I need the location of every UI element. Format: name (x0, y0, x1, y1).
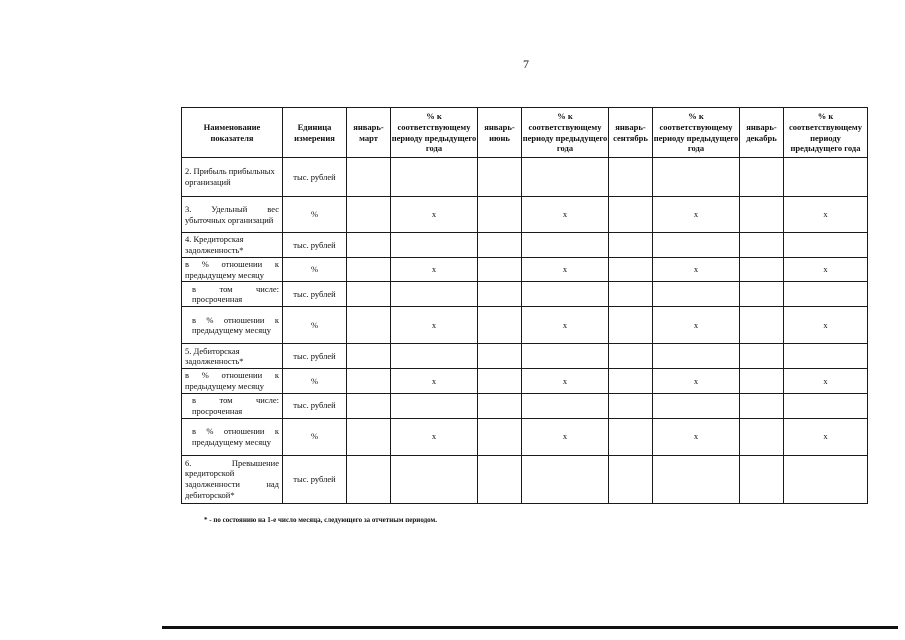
value-cell (609, 158, 653, 197)
value-cell (653, 344, 740, 369)
value-cell (391, 282, 478, 307)
value-cell (784, 233, 868, 258)
header-percent-q1: % к соответствующему периоду предыдущего года (391, 108, 478, 158)
page-number: 7 (523, 57, 529, 71)
value-cell: х (653, 307, 740, 344)
value-cell (478, 233, 522, 258)
value-cell (740, 455, 784, 503)
value-cell: х (653, 369, 740, 393)
value-cell: х (391, 369, 478, 393)
row-name: в % отношении к предыдущему месяцу (182, 369, 283, 393)
header-row (182, 108, 868, 158)
value-cell (609, 418, 653, 455)
value-cell (347, 455, 391, 503)
value-cell (347, 197, 391, 233)
header-percent-9m: % к соответствующему периоду предыдущего года (653, 108, 740, 158)
value-cell (740, 369, 784, 393)
row-unit: % (283, 369, 347, 393)
value-cell (522, 393, 609, 418)
row-unit: % (283, 307, 347, 344)
table-row (182, 307, 868, 344)
row-unit: тыс. рублей (283, 344, 347, 369)
value-cell (653, 158, 740, 197)
header-jan-mar: январь-март (347, 108, 391, 158)
value-cell (347, 369, 391, 393)
row-name: 4. Кредиторская задолженность* (182, 233, 283, 258)
value-cell: х (784, 258, 868, 282)
row-unit: тыс. рублей (283, 158, 347, 197)
row-name: 5. Дебиторская задолженность* (182, 344, 283, 369)
value-cell (609, 307, 653, 344)
value-cell (653, 393, 740, 418)
value-cell (347, 307, 391, 344)
value-cell (784, 344, 868, 369)
value-cell (740, 258, 784, 282)
value-cell: х (522, 418, 609, 455)
table-row (182, 197, 868, 233)
value-cell (478, 282, 522, 307)
value-cell (740, 233, 784, 258)
value-cell: х (522, 307, 609, 344)
value-cell (609, 197, 653, 233)
value-cell (478, 197, 522, 233)
value-cell (478, 369, 522, 393)
value-cell: х (391, 307, 478, 344)
value-cell (478, 158, 522, 197)
value-cell (740, 282, 784, 307)
header-percent-year: % к соответствующему периоду предыдущего года (784, 108, 868, 158)
value-cell (522, 455, 609, 503)
table-row (182, 393, 868, 418)
row-name: в том числе: просроченная (182, 282, 283, 307)
footnote: * - по состоянию на 1-е число месяца, следующего за отчетным периодом. (204, 516, 438, 524)
value-cell (740, 344, 784, 369)
value-cell (391, 158, 478, 197)
value-cell: х (522, 197, 609, 233)
value-cell (522, 344, 609, 369)
header-jan-dec: январь-декабрь (740, 108, 784, 158)
value-cell (478, 455, 522, 503)
value-cell (740, 197, 784, 233)
row-name: 2. Прибыль прибыльных организаций (182, 158, 283, 197)
value-cell: х (391, 258, 478, 282)
row-name: в % отношении к предыдущему месяцу (182, 418, 283, 455)
header-percent-h1: % к соответствующему периоду предыдущего года (522, 108, 609, 158)
header-indicator-name: Наименование показателя (182, 108, 283, 158)
table-row (182, 369, 868, 393)
value-cell (391, 393, 478, 418)
row-name: 6. Превышение кредиторской задолженности над дебиторской* (182, 455, 283, 503)
value-cell (347, 233, 391, 258)
value-cell (478, 344, 522, 369)
value-cell (740, 158, 784, 197)
row-name: в % отношении к предыдущему месяцу (182, 307, 283, 344)
value-cell (478, 393, 522, 418)
value-cell (522, 158, 609, 197)
value-cell (784, 282, 868, 307)
table-row (182, 258, 868, 282)
row-unit: % (283, 197, 347, 233)
value-cell (609, 258, 653, 282)
value-cell (784, 455, 868, 503)
value-cell: х (784, 307, 868, 344)
value-cell (653, 282, 740, 307)
row-name: в том числе: просроченная (182, 393, 283, 418)
value-cell: х (522, 258, 609, 282)
value-cell: х (653, 418, 740, 455)
value-cell (347, 344, 391, 369)
table-row (182, 455, 868, 503)
header-unit: Единица измерения (283, 108, 347, 158)
row-unit: тыс. рублей (283, 233, 347, 258)
header-jan-jun: январь-июнь (478, 108, 522, 158)
table-row (182, 158, 868, 197)
value-cell (522, 233, 609, 258)
value-cell: х (784, 197, 868, 233)
value-cell (478, 418, 522, 455)
value-cell (347, 282, 391, 307)
bottom-rule (162, 626, 898, 629)
value-cell (609, 455, 653, 503)
value-cell (391, 344, 478, 369)
value-cell (609, 369, 653, 393)
value-cell (347, 258, 391, 282)
value-cell (784, 158, 868, 197)
value-cell (522, 282, 609, 307)
value-cell (391, 455, 478, 503)
value-cell (609, 344, 653, 369)
row-unit: тыс. рублей (283, 393, 347, 418)
row-unit: тыс. рублей (283, 282, 347, 307)
table-row (182, 233, 868, 258)
value-cell: х (784, 369, 868, 393)
value-cell (784, 393, 868, 418)
value-cell: х (391, 197, 478, 233)
value-cell (740, 393, 784, 418)
value-cell (740, 307, 784, 344)
value-cell (347, 418, 391, 455)
value-cell (478, 258, 522, 282)
row-name: в % отношении к предыдущему месяцу (182, 258, 283, 282)
row-unit: % (283, 258, 347, 282)
report-table (181, 107, 868, 504)
value-cell: х (391, 418, 478, 455)
value-cell (740, 418, 784, 455)
value-cell (478, 307, 522, 344)
value-cell: х (653, 197, 740, 233)
value-cell: х (522, 369, 609, 393)
value-cell (347, 393, 391, 418)
value-cell: х (784, 418, 868, 455)
table-row (182, 344, 868, 369)
value-cell: х (653, 258, 740, 282)
row-unit: % (283, 418, 347, 455)
value-cell (653, 455, 740, 503)
value-cell (609, 393, 653, 418)
table-row (182, 282, 868, 307)
header-jan-sep: январь-сентябрь (609, 108, 653, 158)
value-cell (391, 233, 478, 258)
value-cell (609, 282, 653, 307)
row-name: 3. Удельный вес убыточных организаций (182, 197, 283, 233)
value-cell (653, 233, 740, 258)
value-cell (609, 233, 653, 258)
value-cell (347, 158, 391, 197)
table-row (182, 418, 868, 455)
row-unit: тыс. рублей (283, 455, 347, 503)
